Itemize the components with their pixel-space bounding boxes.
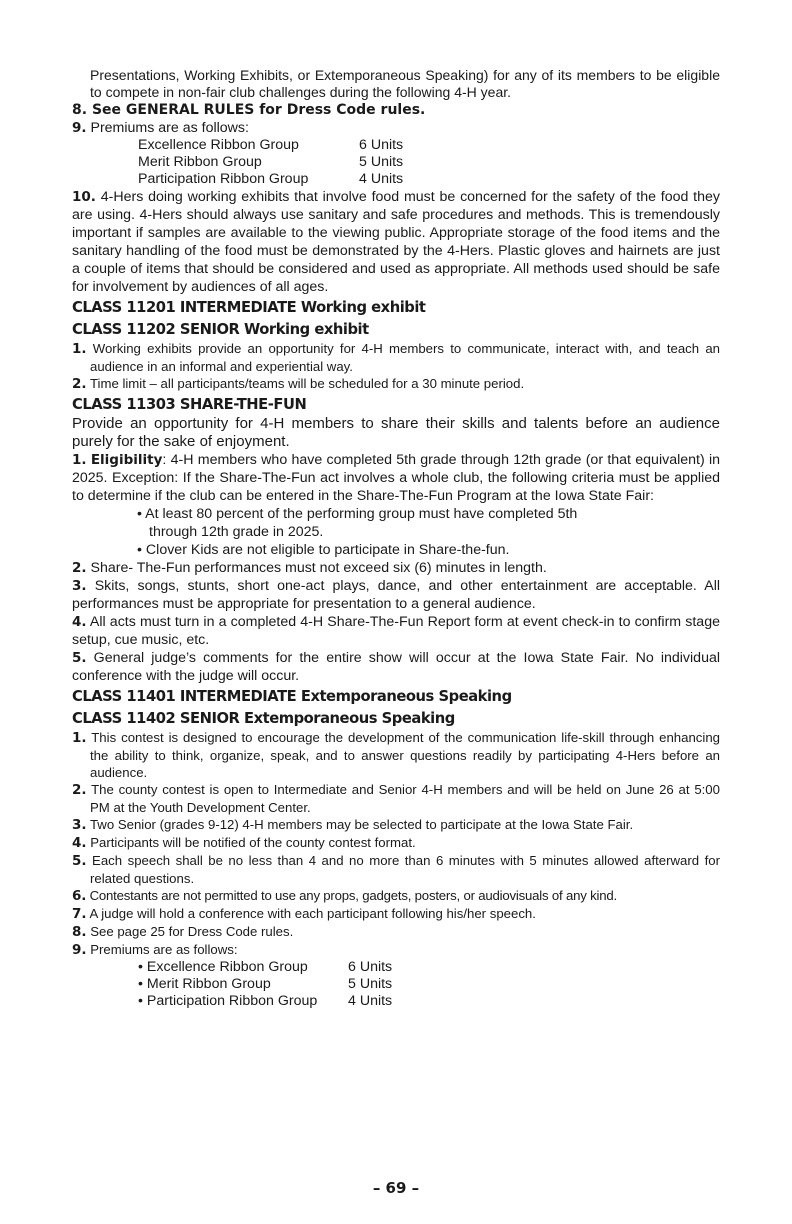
working-exhibit-rules (72, 340, 720, 393)
list-item: 4. Participants will be notified of the county contest format. (72, 835, 416, 851)
stf-rules (72, 559, 720, 685)
list-item: 9. Premiums are as follows: (72, 942, 238, 958)
list-item: 6. Contestants are not permitted to use any props, gadgets, posters, or audiovisuals of any kind. (72, 888, 617, 904)
rule-number: 10. (72, 189, 96, 205)
list-item: 3. Skits, songs, stunts, short one-act plays, dance, and other entertainment are acceptable. All performances must be appropriate for presentation to a general audience. (72, 578, 721, 612)
page-content (72, 67, 720, 1010)
premium-row: • Participation Ribbon Group 4 Units (138, 993, 393, 1009)
page-number: – 69 – (372, 1179, 420, 1197)
premiums-list-1 (72, 137, 720, 188)
premium-row: Excellence Ribbon Group 6 Units (138, 137, 404, 153)
list-item: 7. A judge will hold a conference with each participant following his/her speech. (72, 906, 536, 922)
rule-10 (72, 188, 720, 296)
list-item: 2. The county contest is open to Intermediate and Senior 4-H members and will be held on June 26 at 5:00 PM at the Youth Development Center. (72, 782, 720, 815)
list-item: 8. See page 25 for Dress Code rules. (72, 924, 294, 940)
list-item: 2. Share- The-Fun performances must not exceed six (6) minutes in length. (72, 560, 547, 576)
list-item: 3. Two Senior (grades 9-12) 4-H members may be selected to participate at the Iowa State Fair. (72, 817, 634, 833)
stf-bullets (72, 505, 720, 559)
stf-rule-1: 1. Eligibility: 4-H members who have completed 5th grade through 12th grade (or that equivalent) in 2025. Exception: If the Share-The-Fun act involves a whole club, the following criteria must be applied to determine if the club can be entered in the Share-The-Fun Program at the Iowa State Fair: (72, 452, 721, 504)
share-the-fun-intro: Provide an opportunity for 4-H members to share their skills and talents before an audience purely for the sake of enjoyment. (72, 415, 720, 450)
eligibility-label: Eligibility (90, 452, 163, 468)
premium-row: • Excellence Ribbon Group 6 Units (138, 959, 393, 975)
heading-class-11402: CLASS 11402 SENIOR Extemporaneous Speaking (72, 709, 455, 727)
rule-text: See GENERAL RULES for Dress Code rules. (91, 102, 426, 118)
list-item: 1. Working exhibits provide an opportunity for 4-H members to communicate, interact with, and teach an audience in an informal and experiential way. (72, 341, 720, 374)
list-item: 5. Each speech shall be no less than 4 and no more than 6 minutes with 5 minutes allowed afterward for related questions. (72, 853, 721, 886)
extemporaneous-rules (72, 729, 720, 959)
premium-row: Participation Ribbon Group 4 Units (138, 171, 404, 187)
list-item: 1. This contest is designed to encourage the development of the communication life-skill through enhancing the ability to think, organize, speak, and to answer questions readily by participating 4-Hers before an audience. (72, 730, 720, 780)
premium-row: • Merit Ribbon Group 5 Units (138, 976, 393, 992)
rule-number: 8. (72, 102, 88, 118)
heading-class-11201: CLASS 11201 INTERMEDIATE Working exhibit (72, 298, 426, 316)
rule-number: 9. (72, 120, 87, 136)
intro-text: Presentations, Working Exhibits, or Extemporaneous Speaking) for any of its members to be eligible to compete in non-fair club challenges during the following 4-H year. (90, 67, 720, 100)
heading-class-11303: CLASS 11303 SHARE-THE-FUN (72, 395, 307, 413)
rule-9 (72, 119, 720, 137)
premium-row: Merit Ribbon Group 5 Units (138, 154, 404, 170)
heading-class-11401: CLASS 11401 INTERMEDIATE Extemporaneous Speaking (72, 687, 512, 705)
heading-class-11202: CLASS 11202 SENIOR Working exhibit (72, 320, 369, 338)
list-item: • At least 80 percent of the performing group must have completed 5th through 12th grade in 2025. (137, 506, 578, 540)
rule-8 (72, 101, 720, 119)
rule-text: 4-Hers doing working exhibits that involve food must be concerned for the safety of the food they are using. 4-Hers should always use sanitary and safe procedures and methods. This is tremendously important if samples are available to the viewing public. Appropriate storage of the food items and the sanitary handling of the food must be demonstrated by the 4-Hers. Plastic gloves and hairnets are just a couple of items that should be considered and used as appropriate. All methods used should be safe for involvement by audiences of all ages. (72, 189, 720, 295)
rule-text: Premiums are as follows: (90, 120, 249, 136)
list-item: • Clover Kids are not eligible to participate in Share-the-fun. (137, 542, 510, 558)
list-item: 5. General judge’s comments for the entire show will occur at the Iowa State Fair. No individual conference with the judge will occur. (72, 650, 720, 684)
premiums-list-2 (72, 959, 720, 1010)
list-item: 4. All acts must turn in a completed 4-H Share-The-Fun Report form at event check-in to confirm stage setup, cue music, etc. (72, 614, 720, 648)
list-item: 2. Time limit – all participants/teams will be scheduled for a 30 minute period. (72, 376, 525, 392)
